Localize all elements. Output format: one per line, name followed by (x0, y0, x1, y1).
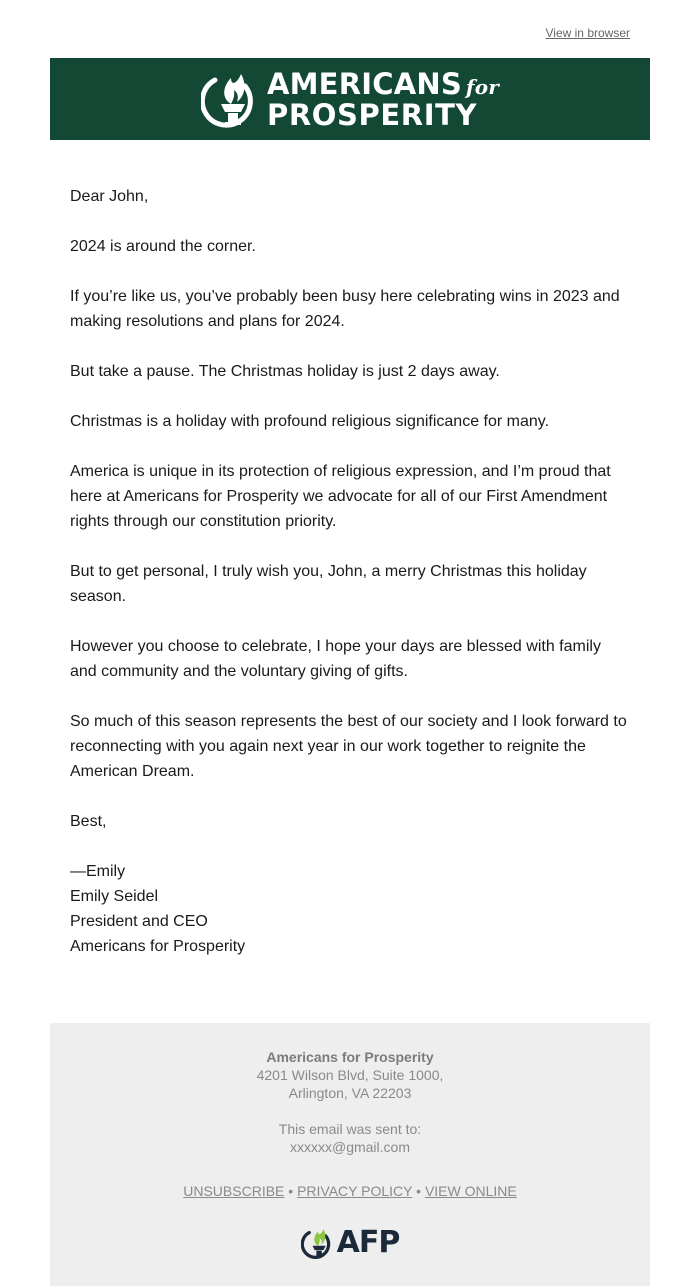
header-banner (50, 58, 650, 140)
paragraph: So much of this season represents the best of our society and I look forward to reconnecting with you again next year in our work together to reignite the American Dream. (70, 713, 627, 780)
paragraph: If you’re like us, you’ve probably been busy here celebrating wins in 2023 and making resolutions and plans for 2024. (70, 288, 620, 330)
footer-email: xxxxxx@gmail.com (289, 1139, 410, 1155)
footer-logo[interactable] (50, 1226, 650, 1260)
paragraph: But to get personal, I truly wish you, John, a merry Christmas this holiday season. (70, 563, 587, 605)
paragraph: However you choose to celebrate, I hope your days are blessed with family and community and the voluntary giving of gifts. (70, 638, 601, 680)
torch-icon (301, 1226, 335, 1260)
signature-line: —Emily (70, 863, 126, 880)
footer-address-line1: 4201 Wilson Blvd, Suite 1000, (256, 1067, 444, 1083)
footer-links (50, 1182, 650, 1200)
signature-name: Emily Seidel (70, 888, 159, 905)
brand-line2: PROSPERITY (266, 97, 478, 132)
footer-address-line2: Arlington, VA 22203 (288, 1085, 412, 1101)
signature-block (70, 859, 630, 959)
view-online-link[interactable]: VIEW ONLINE (424, 1183, 517, 1199)
link-separator: • (288, 1183, 294, 1199)
topbar (0, 0, 700, 58)
brand-line1: AMERICANS (266, 66, 462, 101)
closing: Best, (70, 813, 107, 830)
link-separator: • (416, 1183, 422, 1199)
signature-org: Americans for Prosperity (70, 938, 246, 955)
footer-sent-to-label: This email was sent to: (278, 1121, 422, 1137)
signature-title: President and CEO (70, 913, 208, 930)
torch-icon (201, 68, 261, 130)
view-in-browser-link[interactable]: View in browser (545, 26, 630, 40)
greeting: Dear John, (70, 188, 149, 205)
brand-wordmark (266, 66, 499, 132)
paragraph: America is unique in its protection of religious expression, and I’m proud that here at Americans for Prosperity we advocate for all of our First Amendment rights through our constitution priority. (70, 463, 611, 530)
brand-logo[interactable] (201, 68, 499, 130)
footer-logo-text: AFP (336, 1225, 400, 1260)
paragraph: Christmas is a holiday with profound religious significance for many. (70, 413, 550, 430)
privacy-policy-link[interactable]: PRIVACY POLICY (297, 1183, 413, 1199)
paragraph: But take a pause. The Christmas holiday is just 2 days away. (70, 363, 500, 380)
footer-org-name: Americans for Prosperity (266, 1049, 434, 1065)
footer (50, 1023, 650, 1286)
letter-body (50, 140, 650, 1023)
brand-for: for (465, 74, 499, 99)
paragraph: 2024 is around the corner. (70, 238, 256, 255)
unsubscribe-link[interactable]: UNSUBSCRIBE (183, 1183, 285, 1199)
